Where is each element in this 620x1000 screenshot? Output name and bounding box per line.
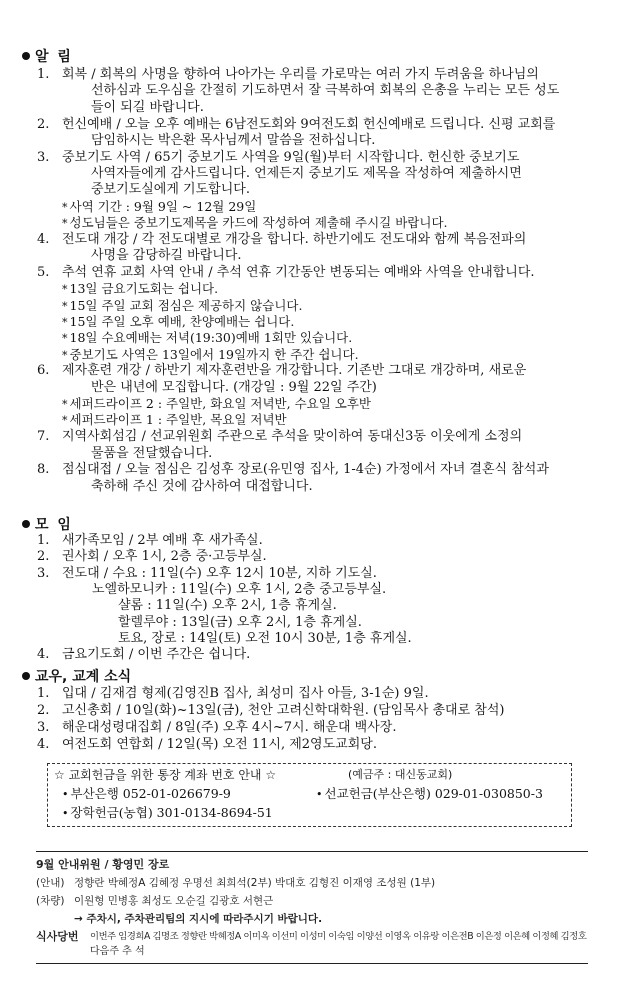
announcement-line: 중보기도실에게 기도합니다. (91, 182, 250, 198)
announcement-sub-item (62, 199, 256, 216)
news-line: 입대 / 김재겸 형제(김영진B 집사, 최성미 집사 아들, 3-1순) 9일. (62, 686, 429, 701)
announcement-line: 들이 되길 바랍니다. (91, 99, 204, 115)
account-info-box (47, 763, 572, 827)
account-holder: (예금주 : 대신동교회) (348, 768, 453, 781)
asterisk-icon: * (62, 398, 68, 411)
announcement-sub-text: 13일 금요기도회는 쉽니다. (69, 281, 219, 297)
announcement-line: 반은 내년에 모집합니다. (개강일 : 9월 22일 주간) (91, 379, 377, 395)
news-heading-text: 교우, 교계 소식 (35, 669, 132, 685)
announcement-sub-text: 세퍼드라이프 2 : 주일반, 화요일 저녁반, 수요일 오후반 (69, 396, 372, 411)
bullet-icon (22, 672, 30, 680)
asterisk-icon: * (62, 200, 68, 214)
account-row-3: • 장학헌금(농협) 301-0134-8694-51 (62, 805, 273, 820)
announcement-number: 8. (37, 462, 50, 478)
announcement-line: 헌신예배 / 오늘 오후 예배는 6남전도회와 9여전도회 헌신예배로 드립니다. 신평 교회를 (62, 116, 556, 132)
announcement-number: 4. (37, 231, 50, 247)
asterisk-icon: * (62, 216, 68, 230)
announcement-number: 1. (37, 67, 50, 82)
announcement-line: 추석 연휴 교회 사역 안내 / 추석 연휴 기간동안 변동되는 예배와 사역을 안내합니다. (62, 265, 535, 280)
announcement-line: 지역사회섬김 / 선교위원회 주관으로 추석을 맞이하여 동대신3동 이웃에게 소정의 (62, 429, 523, 445)
announcements-heading (22, 46, 73, 66)
announcement-line: 점심대접 / 오늘 점심은 김성후 장로(유민영 집사, 1-4순) 가정에서 자녀 결혼식 참석과 (62, 462, 549, 478)
news-line: 고신총회 / 10일(화)~13일(금), 천안 고려신학대학원. (담임목사 총대로 참석) (62, 703, 505, 718)
announcement-line: 물품을 전달했습니다. (91, 445, 213, 461)
footer-guide: 정향란 박혜정A 김혜정 우명선 최희석(2부) 박대호 김형진 이재영 조성원 (1부) (74, 877, 436, 889)
announcement-sub-item (62, 412, 287, 429)
account-bank3: 장학헌금(농협) 301-0134-8694-51 (70, 805, 273, 820)
footer-guide-label: (안내) (36, 877, 65, 889)
announcement-number: 3. (37, 149, 50, 165)
announcement-sub-item (62, 298, 302, 315)
news-number: 1. (37, 686, 50, 701)
account-row-1: • 부산은행 052-01-026679-9 (62, 786, 231, 801)
meeting-cont-line: 샬롬 : 11일(수) 오후 2시, 1층 휴게실. (118, 598, 337, 614)
footer-parking-note: → 주차시, 주차관리팀의 지시에 따라주시기 바랍니다. (74, 913, 323, 925)
meeting-cont-line: 토요, 장로 : 14일(토) 오전 10시 30분, 1층 휴게실. (118, 630, 412, 646)
meetings-heading (22, 514, 73, 534)
meeting-number: 2. (37, 549, 50, 565)
announcement-sub-item (62, 396, 371, 413)
announcement-sub-text: 세퍼드라이프 1 : 주일반, 목요일 저녁반 (69, 412, 287, 428)
account-bank2: 선교헌금(부산은행) 029-01-030850-3 (324, 786, 543, 801)
announcement-sub-item (62, 314, 294, 331)
announcement-line: 사역자들에게 감사드립니다. 언제든지 중보기도 제목을 작성하여 제출하시면 (91, 166, 522, 181)
news-number: 4. (37, 737, 50, 752)
announcements-heading-text: 알 림 (35, 49, 73, 65)
announcement-sub-text: 사역 기간 : 9월 9일 ~ 12월 29일 (69, 198, 257, 214)
announcement-sub-item (62, 347, 359, 364)
meeting-line: 새가족모임 / 2부 예배 후 새가족실. (62, 533, 263, 548)
asterisk-icon: * (62, 283, 68, 297)
announcement-line: 축하해 주신 것에 감사하여 대접합니다. (91, 478, 313, 494)
footer-parking: 이원형 민병홍 최성도 오순길 김광호 서현근 (74, 895, 274, 907)
announcement-sub-text: 18일 수요예배는 저녁(19:30)예배 1회만 있습니다. (69, 330, 353, 346)
meeting-line: 금요기도회 / 이번 주간은 쉽니다. (62, 647, 251, 663)
bullet-icon (22, 52, 30, 60)
footer-meal-next: 다음주 추 석 (90, 946, 145, 957)
meeting-cont-line: 노엘하모니카 : 11일(수) 오후 1시, 2층 중고등부실. (92, 581, 387, 597)
announcement-sub-item (62, 281, 218, 298)
announcement-sub-item (62, 215, 448, 232)
footer-top-rule (36, 851, 588, 852)
announcement-line: 사명을 감당하길 바랍니다. (91, 248, 242, 264)
news-line: 여전도회 연합회 / 12일(목) 오전 11시, 제2영도교회당. (62, 737, 377, 752)
account-row-2: • 선교헌금(부산은행) 029-01-030850-3 (316, 786, 543, 801)
meeting-number: 4. (37, 647, 50, 663)
news-line: 해운대성령대집회 / 8일(주) 오후 4시~7시. 해운대 백사장. (62, 720, 397, 735)
asterisk-icon: * (62, 315, 68, 329)
announcement-number: 6. (37, 363, 50, 379)
announcement-line: 회복 / 회복의 사명을 향하여 나아가는 우리를 가로막는 여러 가지 두려움을 하나님의 (62, 67, 539, 82)
announcement-sub-text: 중보기도 사역은 13일에서 19일까지 한 주간 쉽니다. (69, 346, 359, 362)
account-title: ☆ 교회헌금을 위한 통장 계좌 번호 안내 ☆ (54, 768, 277, 782)
footer-committee: 9월 안내위원 / 황영민 장로 (36, 858, 170, 871)
footer-bottom-rule (36, 963, 588, 964)
footer-parking-label: (차량) (36, 895, 65, 907)
announcement-sub-text: 성도님들은 중보기도제목을 카드에 작성하여 제출해 주시길 바랍니다. (69, 214, 448, 230)
announcement-sub-text: 15일 주일 오후 예배, 찬양예배는 쉽니다. (69, 313, 295, 329)
announcement-line: 선하심과 도우심을 간절히 기도하면서 잘 극복하여 회복의 은총을 누리는 모든 성도 (91, 83, 560, 99)
announcement-line: 제자훈련 개강 / 하반기 제자훈련반을 개강합니다. 기존반 그대로 개강하며, 새로운 (62, 363, 527, 379)
news-number: 2. (37, 703, 50, 718)
asterisk-icon: * (62, 332, 68, 346)
news-number: 3. (37, 720, 50, 735)
announcement-number: 2. (37, 116, 50, 132)
meeting-line: 전도대 / 수요 : 11일(수) 오후 12시 10분, 지하 기도실. (62, 565, 377, 581)
meeting-number: 3. (37, 565, 50, 581)
account-bank1: 부산은행 052-01-026679-9 (70, 786, 231, 801)
news-heading (22, 666, 131, 686)
meetings-heading-text: 모 임 (35, 517, 73, 533)
footer-meal-label: 식사당번 (36, 930, 79, 943)
footer-meal: 이번주 임경희A 김명조 정향란 박혜정A 이미옥 이선미 이성미 이숙임 이양선 이영옥 이유랑 이은전B 이은정 이은혜 이정혜 김정호 (90, 931, 587, 942)
asterisk-icon: * (62, 299, 68, 313)
announcement-line: 전도대 개강 / 각 전도대별로 개강을 합니다. 하반기에도 전도대와 함께 복음전파의 (62, 231, 527, 247)
announcement-line: 중보기도 사역 / 65기 중보기도 사역을 9일(월)부터 시작합니다. 헌신한 중보기도 (62, 149, 520, 165)
meeting-cont-line: 할렐루야 : 13일(금) 오후 2시, 1층 휴게실. (118, 614, 362, 630)
announcement-number: 5. (37, 265, 50, 280)
meeting-number: 1. (37, 533, 50, 548)
announcement-line: 담임하시는 박은환 목사님께서 말씀을 전하십니다. (91, 132, 376, 148)
announcement-sub-text: 15일 주일 교회 점심은 제공하지 않습니다. (69, 297, 303, 313)
meeting-line: 권사회 / 오후 1시, 2층 중·고등부실. (62, 549, 267, 565)
asterisk-icon: * (62, 414, 68, 428)
announcement-number: 7. (37, 429, 50, 445)
bullet-icon (22, 520, 30, 528)
announcement-sub-item (62, 330, 352, 347)
asterisk-icon: * (62, 348, 68, 362)
